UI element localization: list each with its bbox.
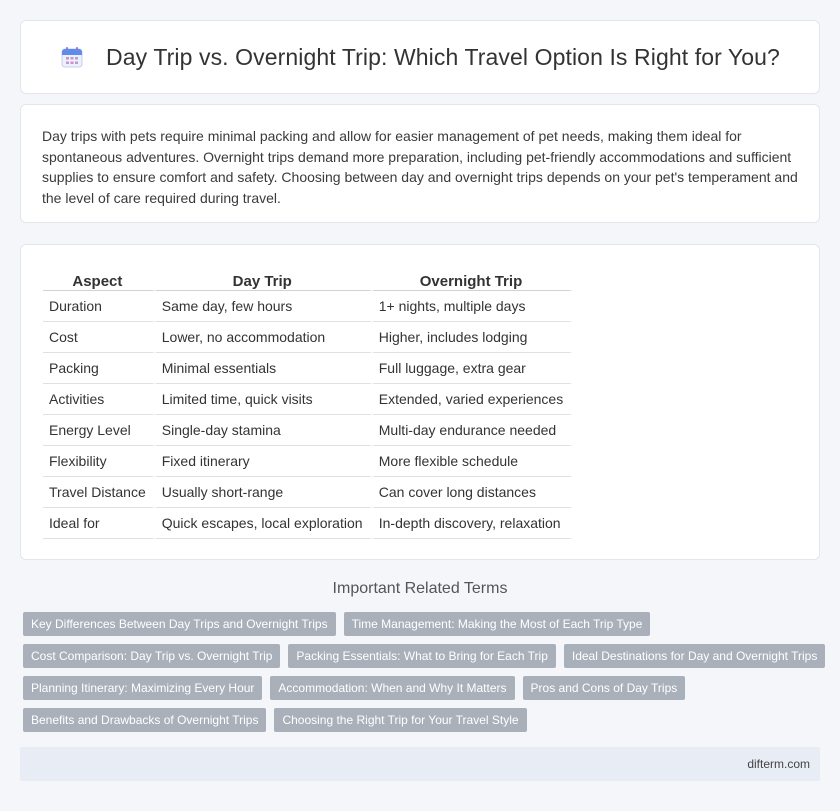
cell-overnight-trip: More flexible schedule (373, 446, 573, 477)
footer-site-link[interactable]: difterm.com (747, 757, 810, 771)
cell-day-trip: Lower, no accommodation (156, 322, 373, 353)
cell-aspect: Packing (43, 353, 156, 384)
cell-day-trip: Limited time, quick visits (156, 384, 373, 415)
term-tag[interactable]: Key Differences Between Day Trips and Overnight Trips (23, 612, 336, 636)
table-row (43, 415, 573, 446)
term-tag[interactable]: Accommodation: When and Why It Matters (270, 676, 514, 700)
footer (20, 747, 820, 781)
cell-day-trip: Usually short-range (156, 477, 373, 508)
calendar-icon (60, 45, 84, 69)
cell-overnight-trip: Can cover long distances (373, 477, 573, 508)
term-row (23, 644, 823, 668)
cell-aspect: Flexibility (43, 446, 156, 477)
intro-text: Day trips with pets require minimal packing and allow for easier management of pet needs, making them ideal for spontaneous adventures. Overnight trips demand more preparation, including pet-friendly accommodations and sufficient supplies to ensure comfort and safety. Choosing between day and overnight trips depends on your pet's temperament and the level of care required during travel. (42, 128, 798, 206)
table-row (43, 322, 573, 353)
cell-day-trip: Single-day stamina (156, 415, 373, 446)
term-row (23, 708, 823, 732)
table-row (43, 291, 573, 322)
table-row (43, 508, 573, 539)
header (60, 44, 780, 71)
cell-aspect: Duration (43, 291, 156, 322)
table-row (43, 477, 573, 508)
term-tag[interactable]: Time Management: Making the Most of Each Trip Type (344, 612, 651, 636)
intro-card (20, 104, 820, 223)
page-title: Day Trip vs. Overnight Trip: Which Travel Option Is Right for You? (106, 43, 780, 70)
term-tag[interactable]: Pros and Cons of Day Trips (523, 676, 686, 700)
cell-overnight-trip: Extended, varied experiences (373, 384, 573, 415)
related-terms-title: Important Related Terms (332, 580, 508, 597)
cell-aspect: Activities (43, 384, 156, 415)
term-row (23, 676, 823, 700)
comparison-table (43, 265, 573, 539)
term-tag[interactable]: Packing Essentials: What to Bring for Each Trip (288, 644, 555, 668)
cell-overnight-trip: Full luggage, extra gear (373, 353, 573, 384)
cell-overnight-trip: In-depth discovery, relaxation (373, 508, 573, 539)
table-header-row (43, 265, 573, 291)
term-tag[interactable]: Planning Itinerary: Maximizing Every Hour (23, 676, 262, 700)
comparison-card (20, 244, 820, 560)
cell-overnight-trip: Higher, includes lodging (373, 322, 573, 353)
cell-overnight-trip: Multi-day endurance needed (373, 415, 573, 446)
cell-aspect: Energy Level (43, 415, 156, 446)
cell-day-trip: Minimal essentials (156, 353, 373, 384)
cell-day-trip: Quick escapes, local exploration (156, 508, 373, 539)
related-terms (23, 612, 823, 740)
header-day-trip: Day Trip (156, 265, 373, 291)
table-row (43, 384, 573, 415)
cell-day-trip: Fixed itinerary (156, 446, 373, 477)
cell-aspect: Travel Distance (43, 477, 156, 508)
table-row (43, 446, 573, 477)
cell-overnight-trip: 1+ nights, multiple days (373, 291, 573, 322)
cell-aspect: Ideal for (43, 508, 156, 539)
term-tag[interactable]: Choosing the Right Trip for Your Travel Style (274, 708, 526, 732)
term-tag[interactable]: Ideal Destinations for Day and Overnight Trips (564, 644, 825, 668)
table-row (43, 353, 573, 384)
term-tag[interactable]: Benefits and Drawbacks of Overnight Trips (23, 708, 266, 732)
cell-day-trip: Same day, few hours (156, 291, 373, 322)
term-tag[interactable]: Cost Comparison: Day Trip vs. Overnight Trip (23, 644, 280, 668)
header-aspect: Aspect (43, 265, 156, 291)
term-row (23, 612, 823, 636)
header-overnight-trip: Overnight Trip (373, 265, 573, 291)
cell-aspect: Cost (43, 322, 156, 353)
header-card (20, 20, 820, 94)
